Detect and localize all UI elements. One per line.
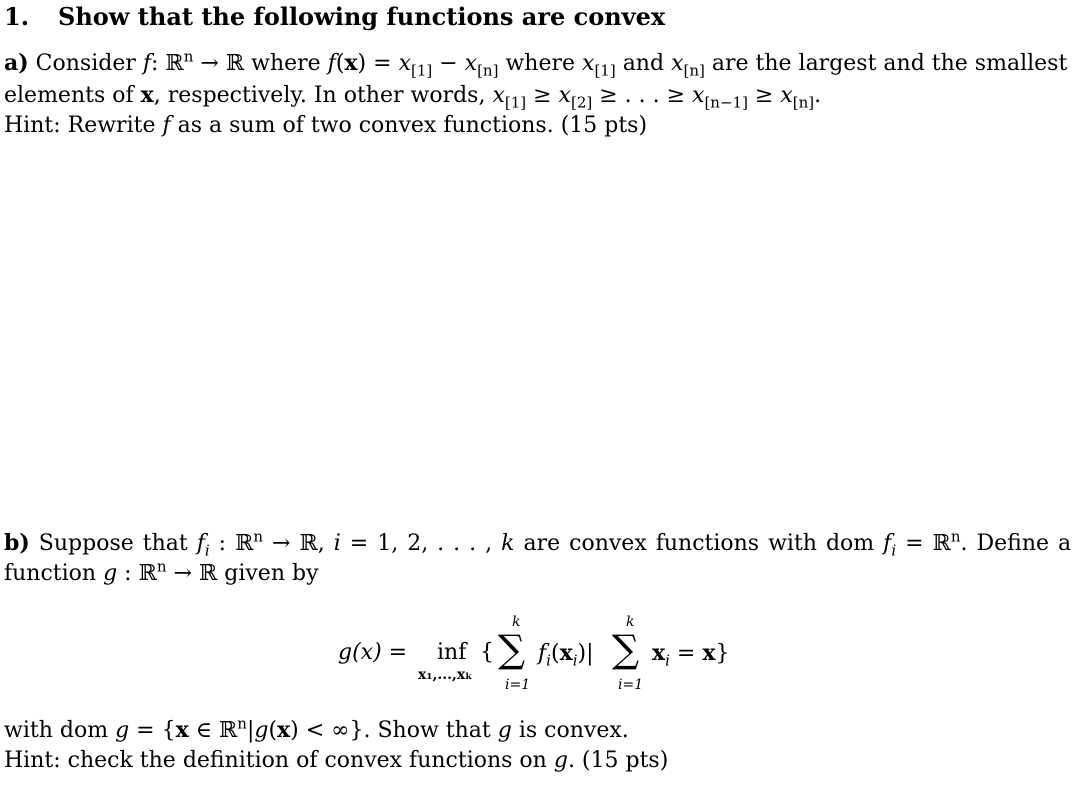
- equation-rhs: $x_i = x$}: [652, 640, 730, 670]
- part-a-intro: Consider: [35, 51, 136, 76]
- sum1-symbol: ∑: [498, 627, 526, 671]
- equation-brace-open: {: [480, 640, 494, 665]
- equation-lhs: g(x) =: [338, 640, 408, 665]
- sum1-upper: k: [512, 614, 521, 630]
- sum2-symbol: ∑: [612, 627, 640, 671]
- part-a-line-1: a) Consider f: ℝ$^n$ → ℝ where $f(x) = x_{[1]} - x_{[n]}$ where $x_{[1]}$ and $x_{[n]}$ are the largest and the smallest: [4, 47, 1068, 80]
- equation-inf-subscript: x₁,...,xₖ: [418, 667, 473, 683]
- sum1-lower: i=1: [505, 677, 531, 693]
- part-b-hint: Hint: check the definition of convex functions on g. (15 pts): [4, 748, 669, 773]
- part-a-hint: Hint: Rewrite f as a sum of two convex functions. (15 pts): [4, 113, 648, 138]
- problem-title: Show that the following functions are convex: [58, 2, 666, 31]
- part-b-line-1: b) Suppose that $f_i$ : ℝ$^n$ → ℝ, i = 1, 2, . . . , k are convex functions with dom $f_i$ = ℝ$^n$. Define a: [4, 527, 1072, 560]
- equation-middle: $f_i(x_i)|$: [538, 640, 594, 670]
- sum2-upper: k: [626, 614, 635, 630]
- part-a-label: a): [4, 50, 29, 76]
- part-a-line-2: elements of x, respectively. In other words, $x_{[1]} \ge x_{[2]}$ ≥ . . . ≥ $x_{[n-1]} \ge x_{[n]}$.: [4, 82, 822, 112]
- problem-number: 1.: [4, 2, 30, 31]
- part-b-line-3: with dom g = {x ∈ ℝ$^n$|g(x) < ∞}. Show that g is convex.: [4, 714, 629, 743]
- equation-inf: inf: [437, 640, 467, 665]
- sum2-lower: i=1: [618, 677, 644, 693]
- part-b-line-2: function g : ℝ$^n$ → ℝ given by: [4, 557, 319, 586]
- part-b-label: b): [4, 530, 30, 556]
